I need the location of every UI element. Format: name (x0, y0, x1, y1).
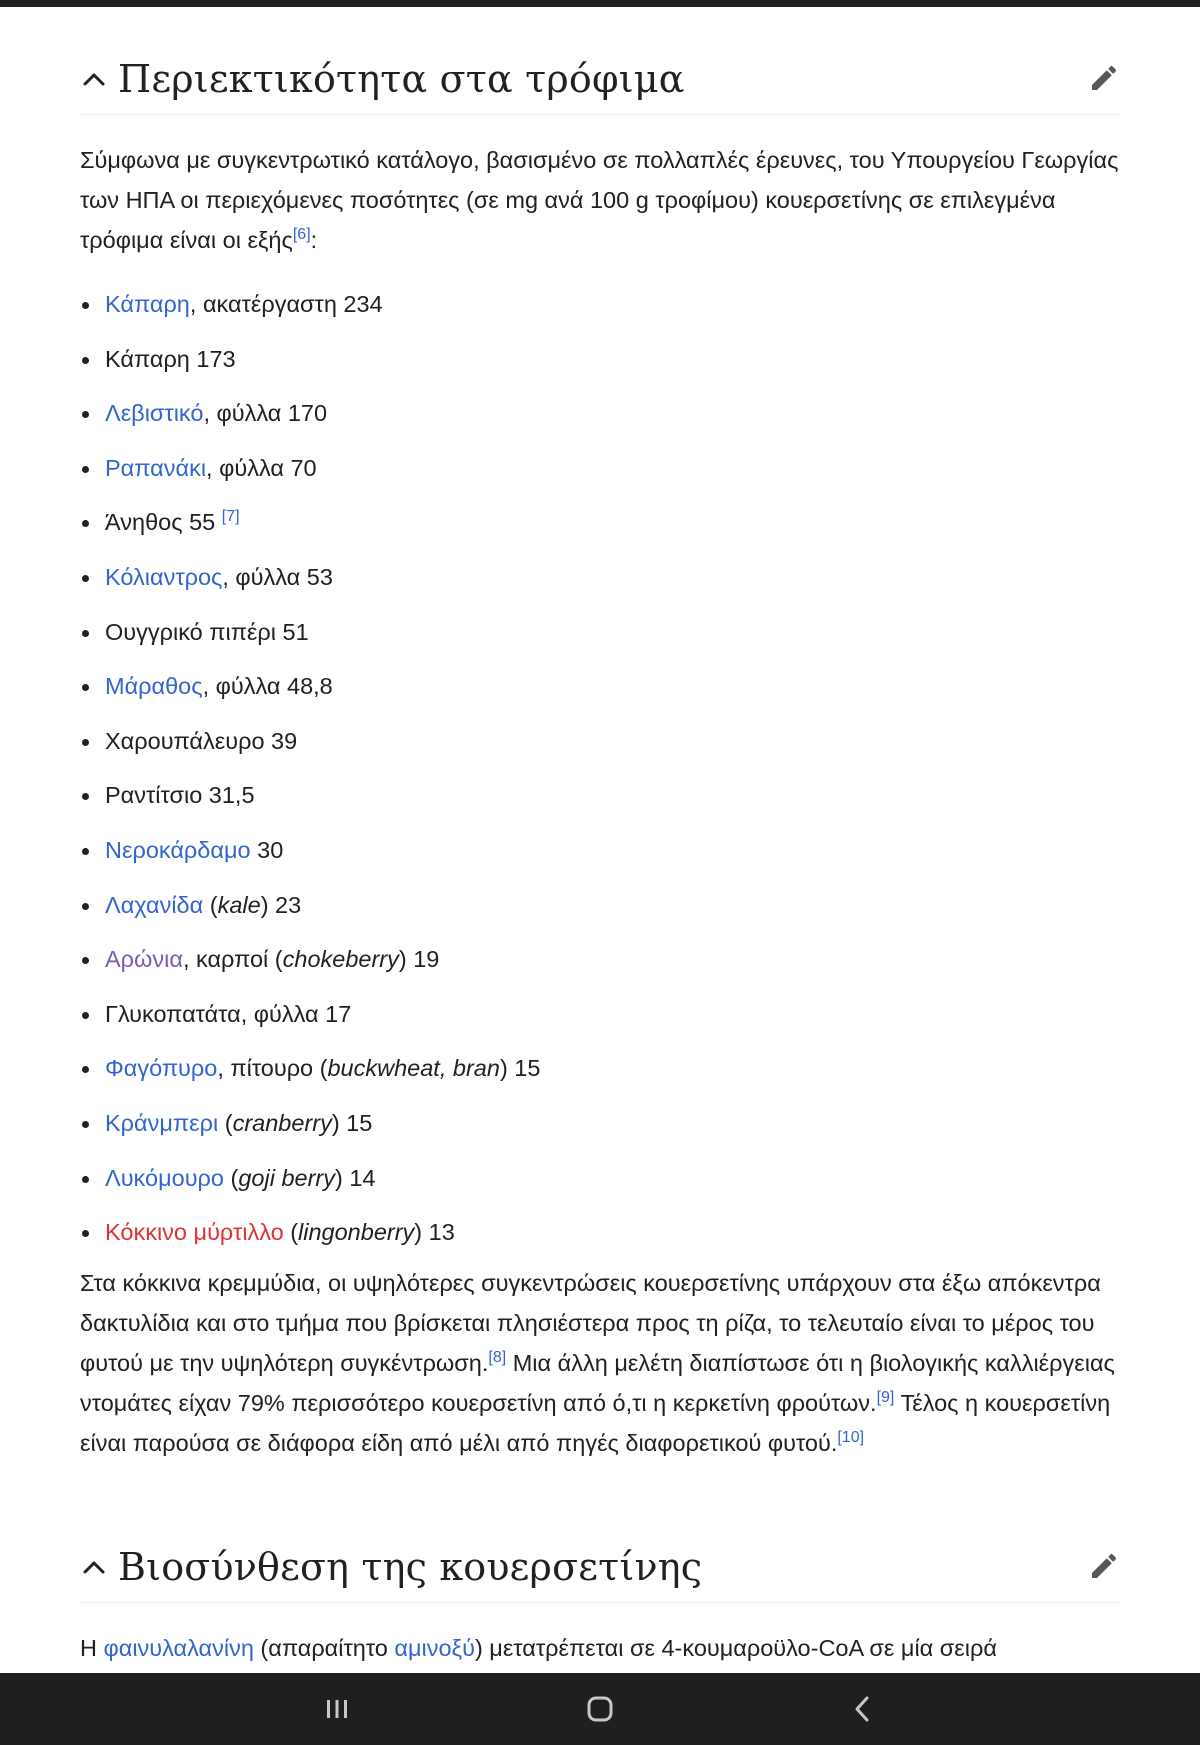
food-value: , ακατέργαστη 234 (189, 291, 383, 317)
food-value: , φύλλα 53 (222, 563, 333, 590)
food-value: ) 15 (331, 1109, 373, 1136)
food-link[interactable]: Λυκόμουρο (105, 1164, 224, 1191)
food-value: , φύλλα 170 (203, 400, 328, 427)
food-value: , φύλλα 48,8 (202, 673, 333, 700)
food-link[interactable]: Φαγόπυρο (105, 1055, 218, 1082)
pencil-icon[interactable] (1088, 62, 1120, 94)
food-value: ) 13 (414, 1219, 455, 1246)
section-header-biosynthesis[interactable] (80, 1532, 1120, 1603)
intro-text: Σύμφωνα με συγκεντρωτικό κατάλογο, βασισμένο σε πολλαπλές έρευνες, του Υπουργείου Γεωργίας των ΗΠΑ οι περιεχόμενες ποσότητες (σε mg ανά 100 g τροφίμου) κουερσετίνης σε επιλεγμένα τρόφιμα είναι οι εξής (80, 147, 1119, 253)
list-item (80, 335, 1120, 390)
food-text: , καρποί ( (182, 946, 283, 973)
reference-link[interactable]: [7] (221, 508, 240, 526)
back-icon[interactable] (843, 1689, 883, 1729)
food-value: , φύλλα 70 (206, 454, 317, 481)
food-english-name: goji berry (238, 1164, 335, 1191)
food-value: Ουγγρικό πιπέρι 51 (105, 618, 309, 645)
list-item (80, 444, 1120, 499)
paragraph-text: (απαραίτητο (253, 1635, 395, 1661)
food-value: Γλυκοπατάτα, φύλλα 17 (105, 1000, 352, 1027)
food-value: Κάπαρη 173 (105, 345, 236, 372)
amino-acid-link[interactable]: αμινοξύ (394, 1635, 475, 1661)
list-item (80, 935, 1120, 990)
list-item (80, 608, 1120, 663)
list-item (80, 826, 1120, 881)
food-link[interactable]: Κράνμπερι (105, 1109, 219, 1136)
food-english-name: buckwheat, bran (327, 1055, 500, 1082)
phenylalanine-link[interactable]: φαινυλαλανίνη (103, 1635, 254, 1661)
list-item (80, 771, 1120, 826)
section-title: Περιεκτικότητα στα τρόφιμα (118, 57, 685, 101)
list-item (80, 1208, 1120, 1263)
food-link[interactable]: Αρώνια (105, 946, 183, 973)
reference-link[interactable]: [10] (837, 1429, 865, 1447)
list-item (80, 1044, 1120, 1099)
food-english-name: cranberry (232, 1109, 332, 1136)
reference[interactable] (837, 1429, 864, 1446)
section-title: Βιοσύνθεση της κουερσετίνης (118, 1545, 703, 1589)
food-list (80, 280, 1120, 1263)
onion-paragraph (80, 1263, 1120, 1463)
food-link[interactable]: Νεροκάρδαμο (105, 836, 251, 863)
intro-paragraph (80, 140, 1120, 260)
list-item (80, 990, 1120, 1045)
paragraph-text: Τέλος η κουερσετίνη είναι παρούσα σε διάφορα είδη από μέλι από πηγές διαφορετικού φυτού. (80, 1390, 1111, 1456)
home-icon[interactable] (580, 1689, 620, 1729)
food-value: Ραντίτσιο 31,5 (105, 782, 255, 809)
biosynthesis-paragraph (80, 1628, 1120, 1668)
paragraph-text: Η (80, 1635, 104, 1661)
food-value: ) 15 (499, 1055, 541, 1082)
status-bar-edge (0, 0, 1200, 7)
chevron-up-icon[interactable] (80, 1553, 108, 1581)
food-link[interactable]: Κάπαρη (105, 291, 190, 317)
food-value: 30 (250, 836, 284, 863)
list-item (80, 553, 1120, 608)
intro-colon: : (310, 227, 318, 253)
food-english-name: lingonberry (298, 1219, 415, 1246)
food-text: ( (203, 891, 218, 918)
paragraph-text: Μια άλλη μελέτη διαπίστωσε ότι η βιολογικής καλλιέργειας ντομάτες είχαν 79% περισσότερο κουερσετίνη από ό,τι η κερκετίνη φρούτων. (80, 1350, 1115, 1416)
list-item (80, 1154, 1120, 1209)
food-value: Χαρουπάλευρο 39 (105, 727, 298, 754)
food-link[interactable]: Κόλιαντρος (105, 563, 223, 590)
food-value: ) 23 (260, 891, 302, 918)
reference-link[interactable]: [8] (488, 1349, 507, 1367)
food-value: ) 19 (398, 946, 440, 973)
food-english-name: kale (217, 891, 261, 918)
food-value: Άνηθος 55 (105, 509, 222, 536)
reference-link[interactable]: [9] (876, 1389, 895, 1407)
pencil-icon[interactable] (1088, 1550, 1120, 1582)
food-english-name: chokeberry (282, 946, 399, 973)
reference[interactable] (877, 1389, 895, 1406)
food-text: ( (283, 1219, 299, 1246)
list-item (80, 498, 1120, 553)
chevron-up-icon[interactable] (80, 65, 108, 93)
food-value: ) 14 (335, 1164, 376, 1191)
food-text: ( (223, 1164, 239, 1191)
list-item (80, 1099, 1120, 1154)
list-item (80, 389, 1120, 444)
list-item (80, 280, 1120, 335)
paragraph-text: Στα κόκκινα κρεμμύδια, οι υψηλότερες συγκεντρώσεις κουερσετίνης υπάρχουν στα έξω απόκεντρα δακτυλίδια και στο τμήμα που βρίσκεται πλησιέστερα προς τη ρίζα, το τελευταίο είναι το μέρος του φυτού με την υψηλότερη συγκέντρωση. (80, 1270, 1101, 1376)
list-item (80, 717, 1120, 772)
reference[interactable] (293, 226, 311, 243)
reference[interactable] (488, 1349, 506, 1366)
reference-link[interactable]: [6] (292, 226, 311, 244)
food-text: , πίτουρο ( (217, 1055, 328, 1082)
paragraph-text: ) μετατρέπεται σε 4-κουμαροϋλο-CoA σε μία σειρά (474, 1635, 997, 1661)
food-link[interactable]: Ραπανάκι (105, 454, 207, 481)
food-link[interactable]: Κόκκινο μύρτιλλο (105, 1219, 284, 1246)
food-link[interactable]: Μάραθος (105, 673, 203, 700)
food-text: ( (218, 1109, 233, 1136)
list-item (80, 881, 1120, 936)
recents-icon[interactable] (317, 1689, 357, 1729)
system-navigation-bar (0, 1673, 1200, 1745)
food-link[interactable]: Λαχανίδα (105, 891, 204, 918)
section-header-content[interactable] (80, 44, 1120, 115)
reference[interactable] (222, 509, 240, 526)
food-link[interactable]: Λεβιστικό (105, 400, 204, 427)
list-item (80, 662, 1120, 717)
